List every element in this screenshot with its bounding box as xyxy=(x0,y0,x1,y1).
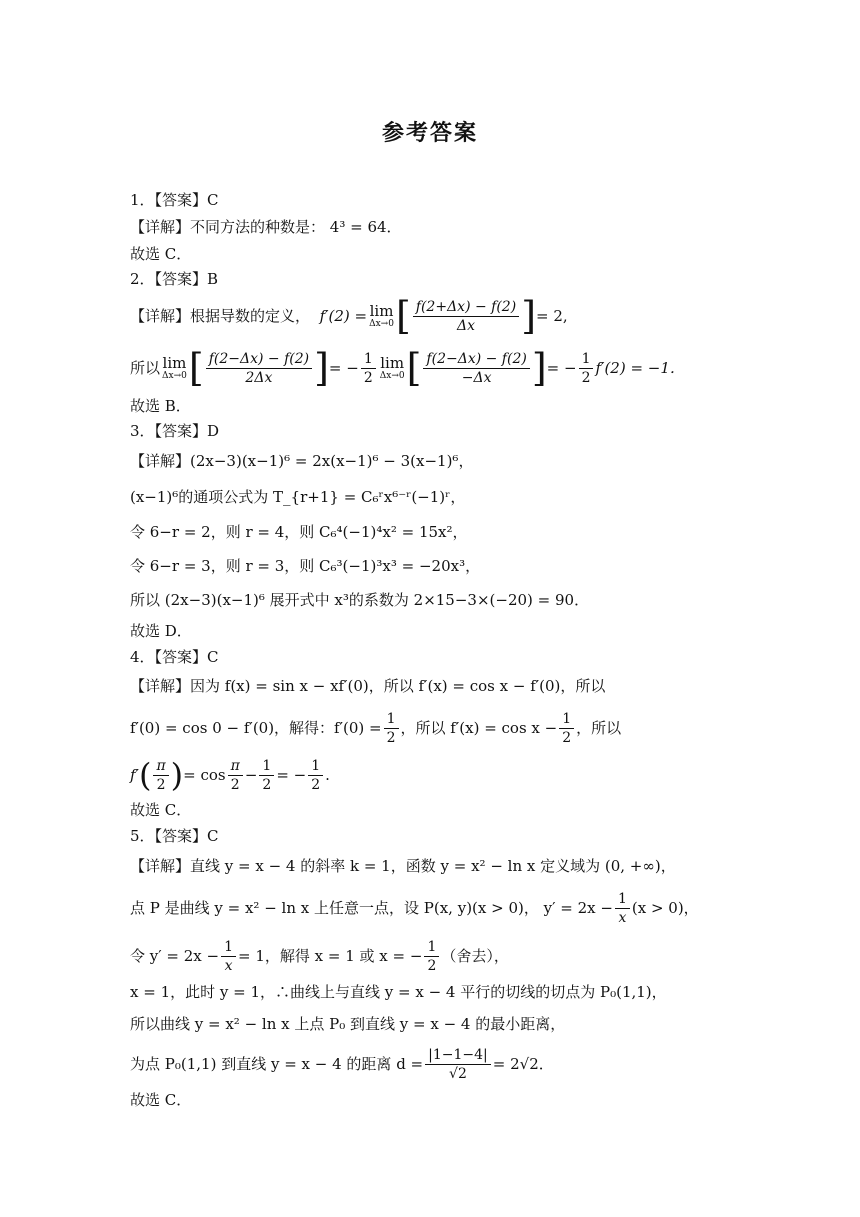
q4-pi-half-2 xyxy=(228,757,243,794)
frac-num: 1 xyxy=(384,710,399,729)
q4-half-1 xyxy=(384,710,399,747)
frac-den: Δx xyxy=(456,317,475,334)
frac-den: −Δx xyxy=(461,369,492,386)
frac-num: f(2−Δx) − f(2) xyxy=(423,350,529,369)
frac-den: 2 xyxy=(262,776,272,793)
q4-line-3-d: = − xyxy=(276,766,307,784)
frac-den: 2 xyxy=(386,729,396,746)
frac-den: x xyxy=(618,909,627,926)
q2-lim-3 xyxy=(380,355,405,381)
frac-den: 2Δx xyxy=(245,369,273,386)
q4-half-2 xyxy=(559,710,574,747)
q4-line-2 xyxy=(130,708,820,748)
q5-frac-1x-2 xyxy=(221,938,236,975)
frac-num: 1 xyxy=(559,710,574,729)
q5-frac-half xyxy=(424,938,439,975)
q5-line-2 xyxy=(130,888,820,928)
q3-line-3: 令 6−r = 2，则 r = 4，则 C₆⁴(−1)⁴x² = 15x²， xyxy=(130,523,468,541)
q5-line-6 xyxy=(130,1042,820,1086)
bracket-left: [ xyxy=(395,294,411,338)
q5-line-3-a: 令 y′ = 2x − xyxy=(130,947,220,965)
q5-line-2-a: 点 P 是曲线 y = x² − ln x 上任意一点，设 P(x, y)(x > 0)， y′ = 2x − xyxy=(130,899,613,917)
q2-frac-2 xyxy=(206,350,312,387)
q4-line-2-a: f′(0) = cos 0 − f′(0)，解得：f′(0) = xyxy=(130,719,382,737)
q5-line-3 xyxy=(130,936,820,976)
q3-answer: 3．【答案】D xyxy=(130,422,220,440)
paren-left: ( xyxy=(138,756,152,794)
q2-conclusion: 故选 B． xyxy=(130,397,191,415)
lim-sub: Δx→0 xyxy=(162,371,187,381)
q1-answer: 1．【答案】C xyxy=(130,191,219,209)
frac-num: f(2+Δx) − f(2) xyxy=(413,298,519,317)
q2-so: 所以 xyxy=(130,359,161,377)
q4-line-2-b: ，所以 f′(x) = cos x − xyxy=(400,719,558,737)
q4-pi-half-1 xyxy=(153,757,168,794)
q2-answer: 2．【答案】B xyxy=(130,270,219,288)
q4-line-1: 【详解】因为 f(x) = sin x − xf′(0)，所以 f′(x) = cos x − f′(0)，所以 xyxy=(130,677,606,695)
q5-line-3-b: = 1，解得 x = 1 或 x = − xyxy=(238,947,423,965)
q2-half-2 xyxy=(579,350,594,387)
bracket-right: ] xyxy=(314,346,329,390)
q3-line-1: 【详解】(2x−3)(x−1)⁶ = 2x(x−1)⁶ − 3(x−1)⁶， xyxy=(130,452,474,470)
frac-num: 1 xyxy=(424,938,439,957)
frac-den: x xyxy=(224,957,233,974)
q4-line-3 xyxy=(130,755,820,795)
bracket-right: ] xyxy=(531,346,547,390)
q4-line-3-c: − xyxy=(244,766,258,784)
frac-den: 2 xyxy=(363,369,373,386)
paren-right: ) xyxy=(170,756,184,794)
frac-num: f(2−Δx) − f(2) xyxy=(206,350,312,369)
frac-num: π xyxy=(228,757,243,776)
frac-num: 1 xyxy=(221,938,236,957)
lim-word: lim xyxy=(162,354,187,372)
bracket-right: ] xyxy=(521,294,537,338)
q2-eq2-rhs-a: = − xyxy=(546,359,577,377)
q5-line-2-b: (x > 0)， xyxy=(631,899,699,917)
q4-answer: 4．【答案】C xyxy=(130,648,219,666)
q2-eq2-rhs-b: f′(2) = −1． xyxy=(595,359,685,377)
q1-detail-math: 4³ = 64． xyxy=(329,218,402,236)
frac-den: 2 xyxy=(230,776,240,793)
bracket-left: [ xyxy=(406,346,422,390)
q5-distance-frac xyxy=(425,1046,491,1083)
q5-conclusion: 故选 C． xyxy=(130,1091,192,1109)
bracket-left: [ xyxy=(188,346,204,390)
frac-den: 2 xyxy=(581,369,591,386)
q4-half-4 xyxy=(308,757,323,794)
page-title: 参考答案 xyxy=(381,121,478,146)
frac-num: |1−1−4| xyxy=(425,1046,491,1065)
q3-line-5: 所以 (2x−3)(x−1)⁶ 展开式中 x³的系数为 2×15−3×(−20) = 90． xyxy=(130,591,590,609)
q1-detail xyxy=(130,217,820,237)
frac-den: 2 xyxy=(156,776,166,793)
frac-num: 1 xyxy=(361,350,376,369)
lim-word: lim xyxy=(380,354,405,372)
q2-detail-line xyxy=(130,296,820,336)
q4-conclusion: 故选 C． xyxy=(130,801,192,819)
q2-half-1 xyxy=(361,350,376,387)
frac-num: 1 xyxy=(308,757,323,776)
q4-fprime: f′ xyxy=(130,766,139,784)
q5-line-6-a: 为点 P₀(1,1) 到直线 y = x − 4 的距离 d = xyxy=(130,1055,424,1073)
q2-frac-1 xyxy=(413,298,519,335)
lim-sub: Δx→0 xyxy=(369,319,394,329)
frac-num: 1 xyxy=(579,350,594,369)
q1-conclusion: 故选 C． xyxy=(130,245,192,263)
q2-detail-text: 【详解】根据导数的定义， xyxy=(130,307,311,325)
frac-num: 1 xyxy=(259,757,274,776)
q1-detail-text: 【详解】不同方法的种数是： xyxy=(130,218,326,236)
q5-line-3-c: （舍去）， xyxy=(441,947,509,965)
q2-so-line xyxy=(130,348,820,388)
q3-line-2: (x−1)⁶的通项公式为 T_{r+1} = C₆ʳx⁶⁻ʳ(−1)ʳ， xyxy=(130,488,466,506)
q3-line-4: 令 6−r = 3，则 r = 3，则 C₆³(−1)³x³ = −20x³， xyxy=(130,557,481,575)
q2-eq2-mid: = − xyxy=(328,359,359,377)
q5-line-6-b: = 2√2． xyxy=(492,1055,554,1073)
q5-frac-1x xyxy=(615,890,630,927)
frac-num: π xyxy=(153,757,168,776)
q2-frac-3 xyxy=(423,350,529,387)
q4-line-2-c: ，所以 xyxy=(576,719,622,737)
lim-sub: Δx→0 xyxy=(379,371,405,381)
q4-half-3 xyxy=(259,757,274,794)
frac-den: 2 xyxy=(427,957,437,974)
lim-word: lim xyxy=(369,302,394,320)
q3-conclusion: 故选 D． xyxy=(130,622,192,640)
frac-den: 2 xyxy=(562,729,572,746)
q2-lim-2 xyxy=(162,355,187,381)
q2-lim-1 xyxy=(369,303,394,329)
frac-num: 1 xyxy=(615,890,630,909)
q4-line-3-e: . xyxy=(325,766,330,784)
q5-line-5: 所以曲线 y = x² − ln x 上点 P₀ 到直线 y = x − 4 的最小距离， xyxy=(130,1015,566,1033)
q4-line-3-b: = cos xyxy=(183,766,226,784)
q5-line-4: x = 1，此时 y = 1，∴曲线上与直线 y = x − 4 平行的切线的切点为 P₀(1,1)， xyxy=(130,983,667,1001)
frac-den: 2 xyxy=(311,776,321,793)
q5-line-1: 【详解】直线 y = x − 4 的斜率 k = 1，函数 y = x² − ln x 定义域为 (0, +∞)， xyxy=(130,857,676,875)
frac-den: √2 xyxy=(449,1065,467,1082)
q2-eq1-rhs: = 2, xyxy=(536,307,568,325)
q2-eq1-lhs: f′(2) = xyxy=(319,307,368,325)
q5-answer: 5．【答案】C xyxy=(130,827,219,845)
